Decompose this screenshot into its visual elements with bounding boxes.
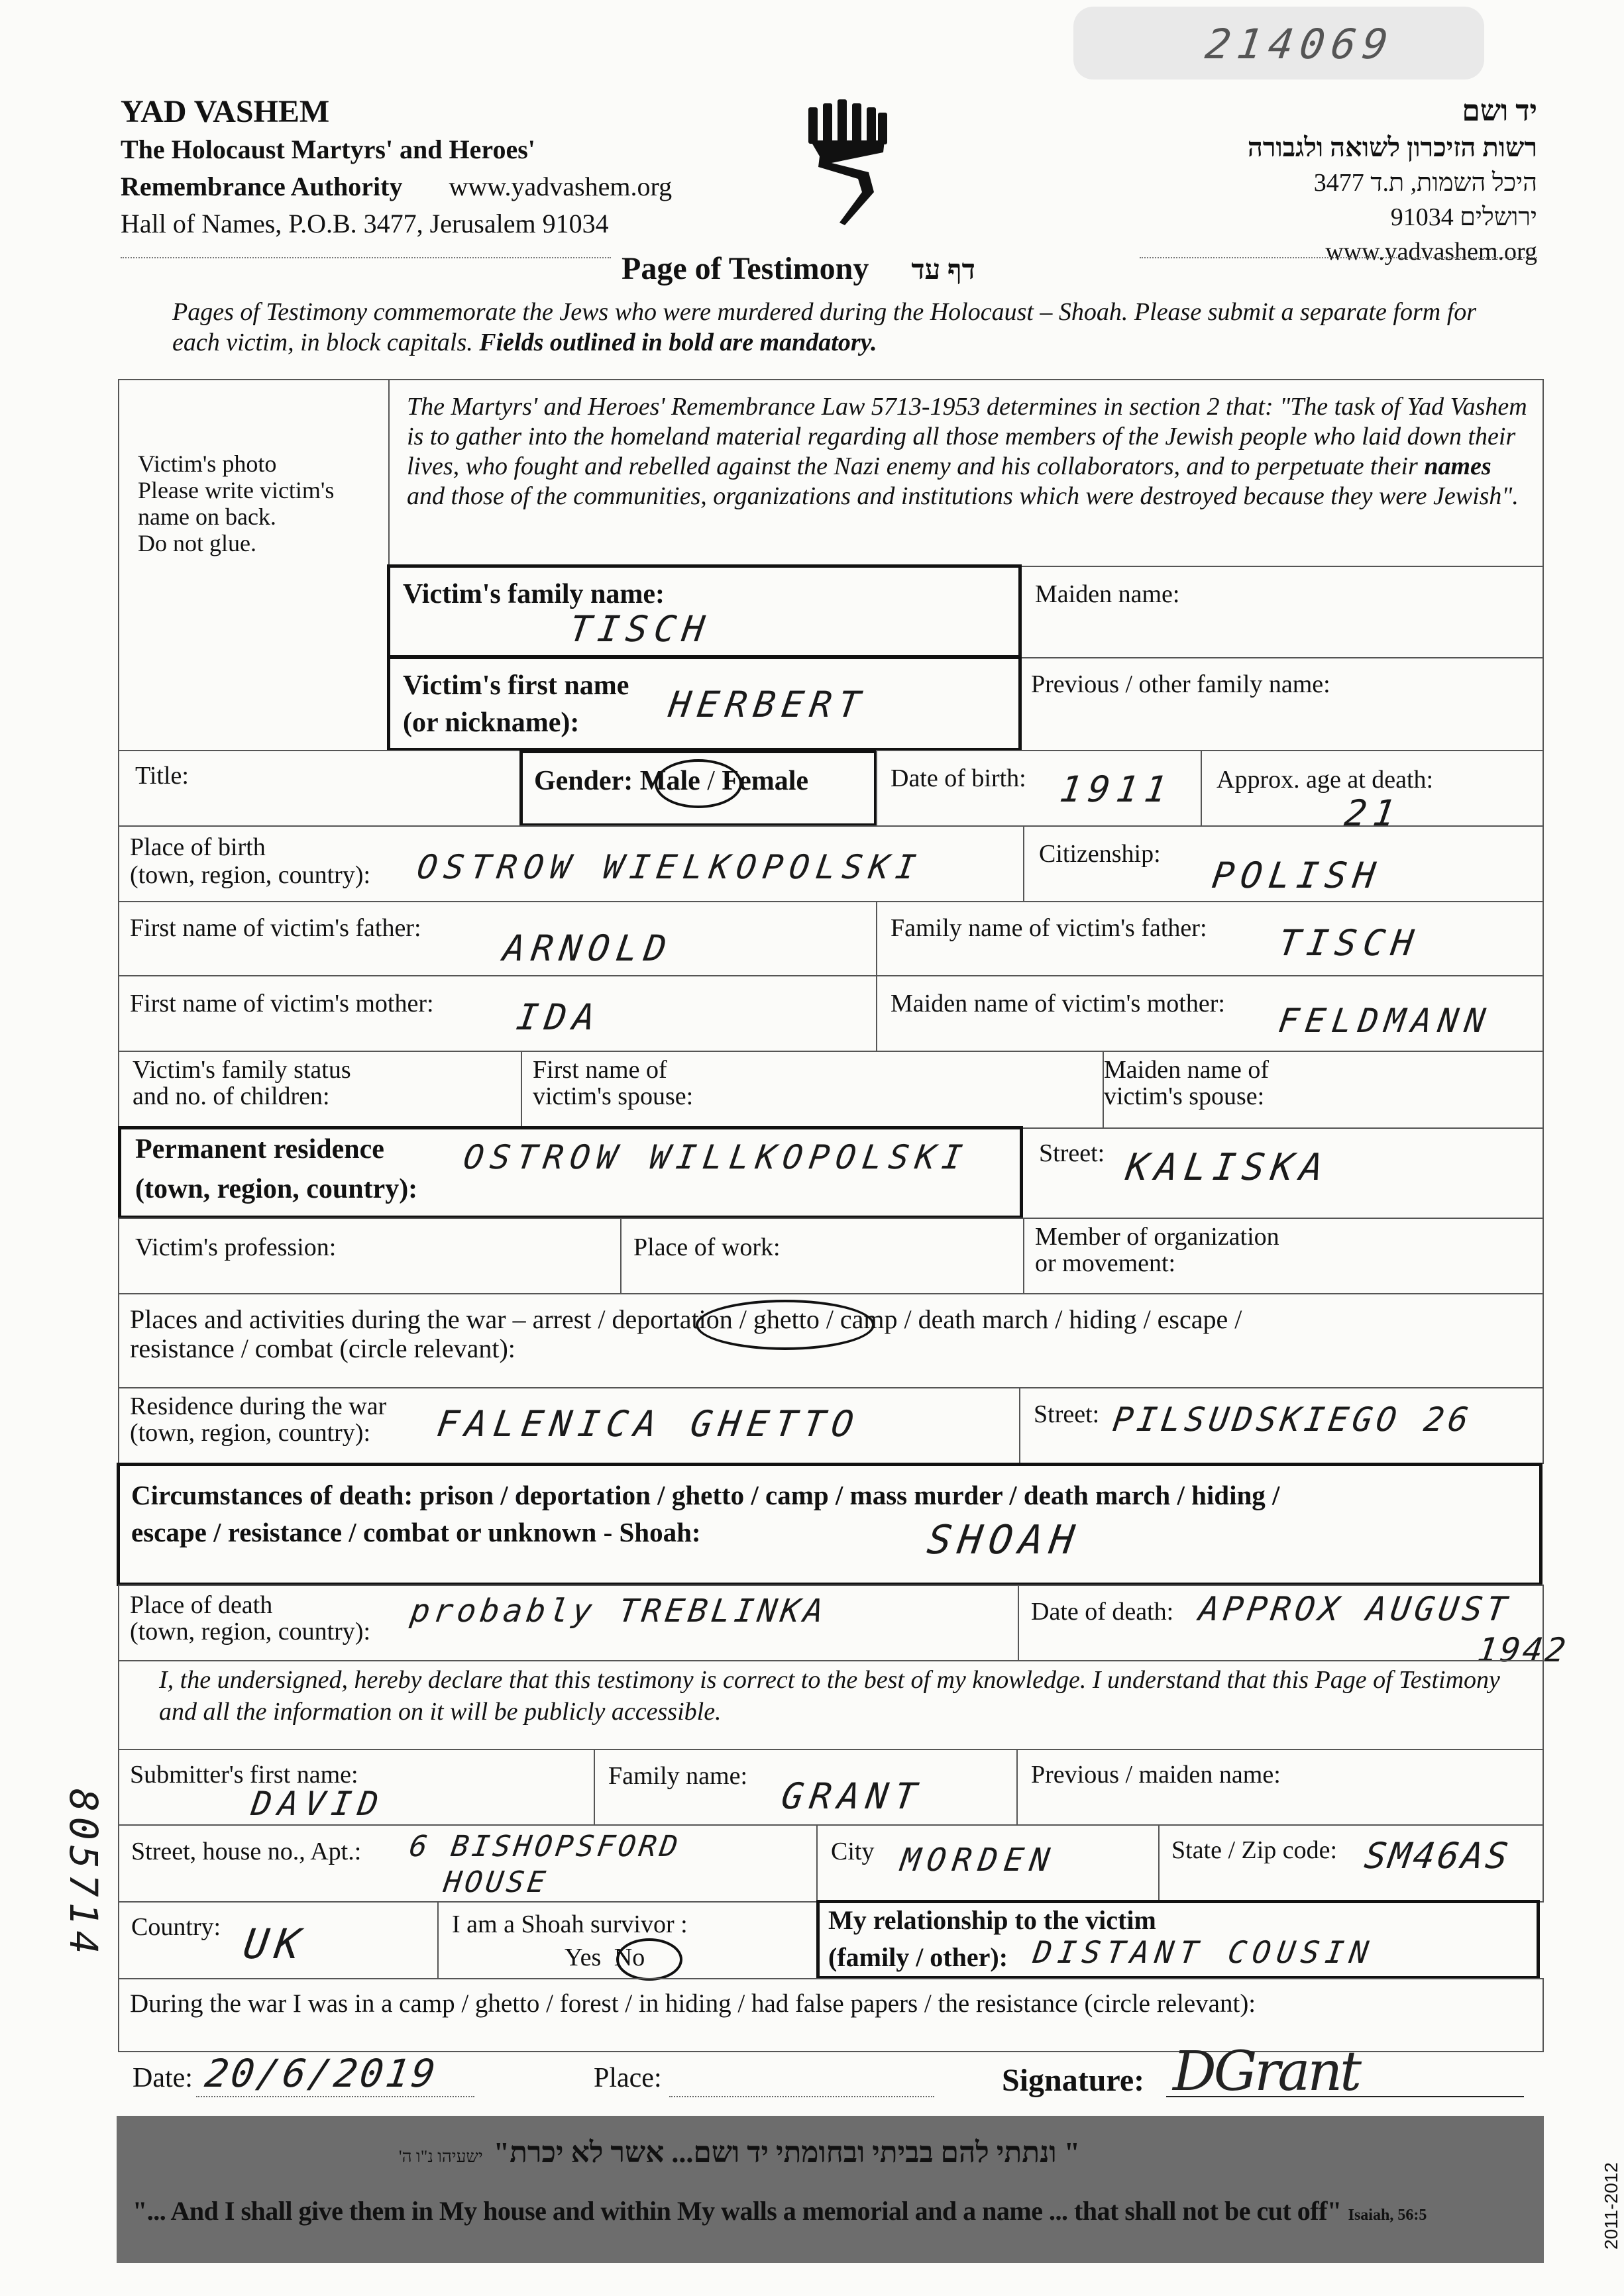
pod-value: probably TREBLINKA [408, 1592, 830, 1630]
residence-label-2: (town, region, country): [135, 1174, 418, 1204]
gender-label: Gender: [534, 766, 633, 796]
spouse-maiden-label-2: victim's spouse: [1104, 1082, 1265, 1110]
header-rule-right [1140, 257, 1537, 258]
footer-hebrew-quote: " ונתתי להם בביתי ובחומתי יד ושם... אשר לא יכרת" [493, 2136, 1081, 2169]
org-line1-he: רשות הזיכרון לשואה ולגבורה [1247, 132, 1537, 162]
org-website-he[interactable]: www.yadvashem.org [1325, 238, 1537, 266]
family-status-label-2: and no. of children: [133, 1082, 330, 1110]
org-line2-he: היכל השמות, ת.ד 3477 [1313, 169, 1537, 197]
submitter-during-war-label: During the war I was in a camp / ghetto / forest / in hiding / had false papers / the resistance (circle relevant): [130, 1989, 1256, 2018]
relationship-label-2: (family / other): [828, 1942, 1008, 1972]
org-line2-en: Remembrance Authority [121, 172, 403, 201]
pod-label-1: Place of death [130, 1591, 273, 1619]
age-label: Approx. age at death: [1217, 766, 1434, 794]
circumstances-label-1: Circumstances of death: prison / deportation / ghetto / camp / mass murder / death march / hiding / [131, 1480, 1280, 1510]
activities-option-deportation[interactable]: deportation [612, 1304, 733, 1334]
intro-text-mandatory: Fields outlined in bold are mandatory. [479, 329, 877, 356]
declaration-text: I, the undersigned, hereby declare that this testimony is correct to the best of my knowledge. I understand that this Page of Testimony and all the information on it will be publicly accessible. [159, 1666, 1500, 1726]
survivor-no[interactable]: No [614, 1944, 645, 1971]
relationship-label-1: My relationship to the victim [828, 1905, 1156, 1935]
law-text-bold: names [1424, 452, 1491, 480]
war-residence-label-2: (town, region, country): [130, 1419, 371, 1447]
submitter-street-line1: 6 BISHOPSFORD [407, 1830, 683, 1863]
circumstances-value: SHOAH [924, 1517, 1084, 1563]
title-label: Title: [135, 762, 189, 790]
org-title-he: יד ושם [1462, 95, 1537, 127]
relationship-value: DISTANT COUSIN [1031, 1934, 1377, 1970]
dod-value-line2: 1942 [1474, 1631, 1571, 1669]
date-label: Date: [133, 2063, 193, 2093]
citizenship-value: POLISH [1209, 855, 1385, 896]
pob-value: OSTROW WIELKOPOLSKI [414, 848, 926, 886]
spouse-maiden-label-1: Maiden name of [1104, 1056, 1270, 1084]
header-rule-left [121, 257, 611, 258]
first-name-value: HERBERT [666, 684, 870, 725]
family-status-label-1: Victim's family status [133, 1056, 351, 1084]
footer-english-quote: "... And I shall give them in My house and within My walls a memorial and a name ... that shall not be cut off" [133, 2196, 1342, 2226]
street-label: Street: [1039, 1139, 1105, 1167]
pod-label-2: (town, region, country): [130, 1618, 371, 1645]
intro-text-main: Pages of Testimony commemorate the Jews who were murdered during the Holocaust – Shoah. Please submit a separate form for each victim, in block capitals. [172, 298, 1477, 356]
residence-value: OSTROW WILLKOPOLSKI [460, 1138, 972, 1176]
intro-text [172, 297, 1511, 358]
footer-banner [117, 2116, 1544, 2263]
submitter-previous-label: Previous / maiden name: [1031, 1761, 1281, 1789]
maiden-name-label: Maiden name: [1035, 580, 1180, 608]
footer-hebrew-ref: ישעיהו נ"ו ה' [398, 2147, 483, 2166]
age-value: 21 [1342, 792, 1405, 834]
family-name-value: TISCH [567, 608, 714, 650]
signature-value: DGrant [1173, 2040, 1360, 2103]
previous-name-label: Previous / other family name: [1031, 670, 1330, 698]
mother-maiden-label: Maiden name of victim's mother: [891, 990, 1225, 1018]
spouse-first-label-2: victim's spouse: [533, 1082, 694, 1110]
father-family-label: Family name of victim's father: [891, 914, 1207, 942]
activities-text-line2: resistance / combat (circle relevant): [130, 1333, 515, 1363]
dod-value-line1: APPROX AUGUST [1196, 1590, 1513, 1628]
father-family-value: TISCH [1275, 922, 1423, 964]
org-address-en: Hall of Names, P.O.B. 3477, Jerusalem 91034 [121, 209, 609, 238]
maiden-name-cell[interactable] [1020, 566, 1544, 658]
photo-box-instructions: Victim's photo Please write victim's name on back. Do not glue. [138, 450, 335, 556]
form-title-en: Page of Testimony [622, 251, 869, 286]
mother-first-value: IDA [514, 996, 604, 1038]
place-line [669, 2096, 934, 2097]
law-text [407, 392, 1533, 511]
first-name-label-1: Victim's first name [403, 670, 629, 701]
form-title-he: דף עד [911, 255, 975, 286]
organization-label-2: or movement: [1035, 1249, 1176, 1277]
submitter-first-value: DAVID [248, 1785, 388, 1823]
pob-label-2: (town, region, country): [130, 861, 371, 889]
war-residence-value: FALENICA GHETTO [434, 1403, 863, 1445]
pob-label-1: Place of birth [130, 833, 266, 861]
org-line1-en: The Holocaust Martyrs' and Heroes' [121, 134, 535, 164]
submitter-family-value: GRANT [779, 1775, 926, 1817]
father-first-label: First name of victim's father: [130, 914, 421, 942]
father-first-value: ARNOLD [500, 927, 676, 969]
submitter-street-line2: HOUSE [441, 1865, 551, 1899]
mother-first-label: First name of victim's mother: [130, 990, 434, 1018]
year-code: 2011-2012 [1601, 2162, 1621, 2250]
dob-label: Date of birth: [891, 764, 1026, 792]
residence-label-1: Permanent residence [135, 1134, 384, 1165]
submitter-country-value: UK [240, 1920, 310, 1968]
citizenship-label: Citizenship: [1039, 840, 1161, 868]
form-title [622, 250, 975, 287]
photo-box[interactable] [118, 379, 390, 751]
org-title-en: YAD VASHEM [121, 94, 330, 129]
org-header-en [121, 93, 783, 242]
organization-label-1: Member of organization [1035, 1223, 1279, 1251]
street-value: KALISKA [1123, 1146, 1332, 1189]
activities-text-pre: Places and activities during the war – arrest / [130, 1304, 612, 1334]
submitter-family-label: Family name: [608, 1762, 748, 1790]
submitter-zip-value: SM46AS [1362, 1835, 1513, 1877]
submitter-street-label: Street, house no., Apt.: [131, 1838, 362, 1865]
circumstances-label-2: escape / resistance / combat or unknown - Shoah: [131, 1517, 701, 1547]
work-label: Place of work: [633, 1233, 781, 1261]
survivor-label: I am a Shoah survivor : [452, 1910, 688, 1938]
submitter-city-label: City [831, 1838, 875, 1865]
org-header-he [1060, 93, 1537, 269]
law-text-part1: The Martyrs' and Heroes' Remembrance Law 5713-1953 determines in section 2 that: "The task of Yad Vashem is to gather into the homeland material regarding all those members of the Jewish people who laid down their lives, who fought and rebelled against the Nazi enemy and his collaborators, and to perpetuate their [407, 393, 1527, 480]
org-line3-he: ירושלים 91034 [1390, 203, 1537, 231]
gender-female[interactable]: Female [722, 766, 809, 796]
dob-value: 1911 [1057, 768, 1176, 810]
stamp-number: 214069 [1202, 20, 1398, 68]
war-street-value: PILSUDSKIEGO 26 [1110, 1400, 1475, 1439]
war-residence-label-1: Residence during the war [130, 1392, 387, 1420]
law-text-part2: and those of the communities, organizations and institutions which were destroyed because they were Jewish". [407, 482, 1519, 510]
gender-male[interactable]: Male [639, 766, 700, 796]
first-name-label-2: (or nickname): [403, 707, 580, 738]
yad-vashem-logo [805, 99, 891, 229]
spouse-first-label-1: First name of [533, 1056, 667, 1084]
date-line [196, 2096, 474, 2097]
survivor-yes[interactable]: Yes [565, 1944, 602, 1971]
gender-male-circle [655, 759, 742, 808]
submitter-first-label: Submitter's first name: [130, 1761, 358, 1789]
gender-separator: / [707, 766, 715, 796]
signature-label: Signature: [1002, 2063, 1145, 2098]
activities-deportation-circle [696, 1300, 875, 1350]
side-number: 805714 [61, 1789, 106, 1959]
family-name-label: Victim's family name: [403, 579, 665, 609]
date-value: 20/6/2019 [202, 2051, 441, 2096]
footer-english-ref: Isaiah, 56:5 [1348, 2207, 1427, 2224]
submitter-country-label: Country: [131, 1913, 221, 1941]
dod-label: Date of death: [1031, 1598, 1174, 1626]
activities-text-post: / ghetto / camp / death march / hiding / escape / [732, 1304, 1242, 1334]
place-label: Place: [594, 2063, 662, 2093]
org-website-en[interactable]: www.yadvashem.org [449, 172, 673, 201]
survivor-no-circle [616, 1938, 682, 1981]
mother-maiden-value: FELDMANN [1275, 1002, 1494, 1040]
submitter-zip-label: State / Zip code: [1171, 1836, 1338, 1864]
submitter-city-value: MORDEN [898, 1842, 1059, 1879]
war-street-label: Street: [1034, 1400, 1100, 1428]
profession-label: Victim's profession: [135, 1233, 337, 1261]
